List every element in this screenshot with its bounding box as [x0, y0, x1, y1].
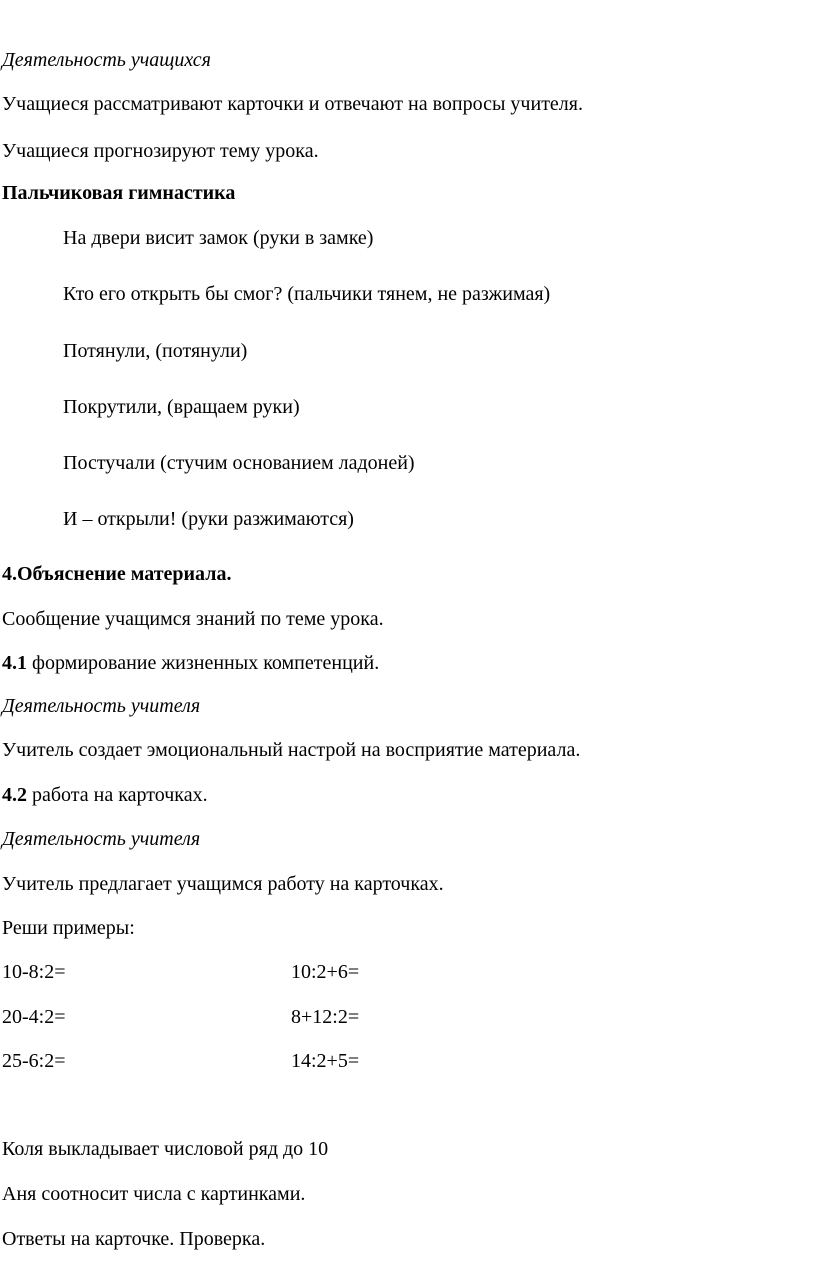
poem-line-3: Потянули, (потянули) — [63, 340, 248, 362]
teacher-activity-heading-1: Деятельность учителя — [2, 695, 201, 717]
answers-paragraph: Ответы на карточке. Проверка. — [2, 1228, 266, 1250]
example-left-3: 25-6:2= — [2, 1050, 66, 1072]
gymnastics-heading: Пальчиковая гимнастика — [2, 182, 236, 204]
subsection-4-1-text: формирование жизненных компетенций. — [27, 652, 380, 674]
poem-line-4: Покрутили, (вращаем руки) — [63, 396, 300, 418]
example-left-1: 10-8:2= — [2, 961, 66, 983]
subsection-4-1-number: 4.1 — [2, 652, 27, 674]
subsection-4-2-text: работа на карточках. — [27, 784, 208, 806]
teacher-mood-paragraph: Учитель создает эмоциональный настрой на восприятие материала. — [2, 739, 581, 761]
subsection-4-2-number: 4.2 — [2, 784, 27, 806]
subsection-4-1 — [2, 651, 379, 675]
students-look-cards-paragraph: Учащиеся рассматривают карточки и отвечают на вопросы учителя. — [2, 93, 583, 115]
subsection-4-2 — [2, 783, 208, 807]
solve-examples-label: Реши примеры: — [2, 917, 135, 939]
teacher-offers-paragraph: Учитель предлагает учащимся работу на карточках. — [2, 873, 444, 895]
poem-line-2: Кто его открыть бы смог? (пальчики тянем, не разжимая) — [63, 283, 551, 305]
poem-line-1: На двери висит замок (руки в замке) — [63, 227, 374, 249]
example-left-2: 20-4:2= — [2, 1006, 66, 1028]
anya-paragraph: Аня соотносит числа с картинками. — [2, 1183, 306, 1205]
students-activity-heading: Деятельность учащихся — [2, 49, 211, 71]
example-right-3: 14:2+5= — [291, 1050, 360, 1072]
example-right-1: 10:2+6= — [291, 961, 360, 983]
section4-message: Сообщение учащимся знаний по теме урока. — [2, 608, 384, 630]
example-right-2: 8+12:2= — [291, 1006, 360, 1028]
section4-heading: 4.Объяснение материала. — [2, 563, 232, 585]
teacher-activity-heading-2: Деятельность учителя — [2, 828, 201, 850]
students-predict-paragraph: Учащиеся прогнозируют тему урока. — [2, 140, 319, 162]
poem-line-5: Постучали (стучим основанием ладоней) — [63, 452, 415, 474]
poem-line-6: И – открыли! (руки разжимаются) — [63, 508, 354, 530]
kolya-paragraph: Коля выкладывает числовой ряд до 10 — [2, 1138, 329, 1160]
